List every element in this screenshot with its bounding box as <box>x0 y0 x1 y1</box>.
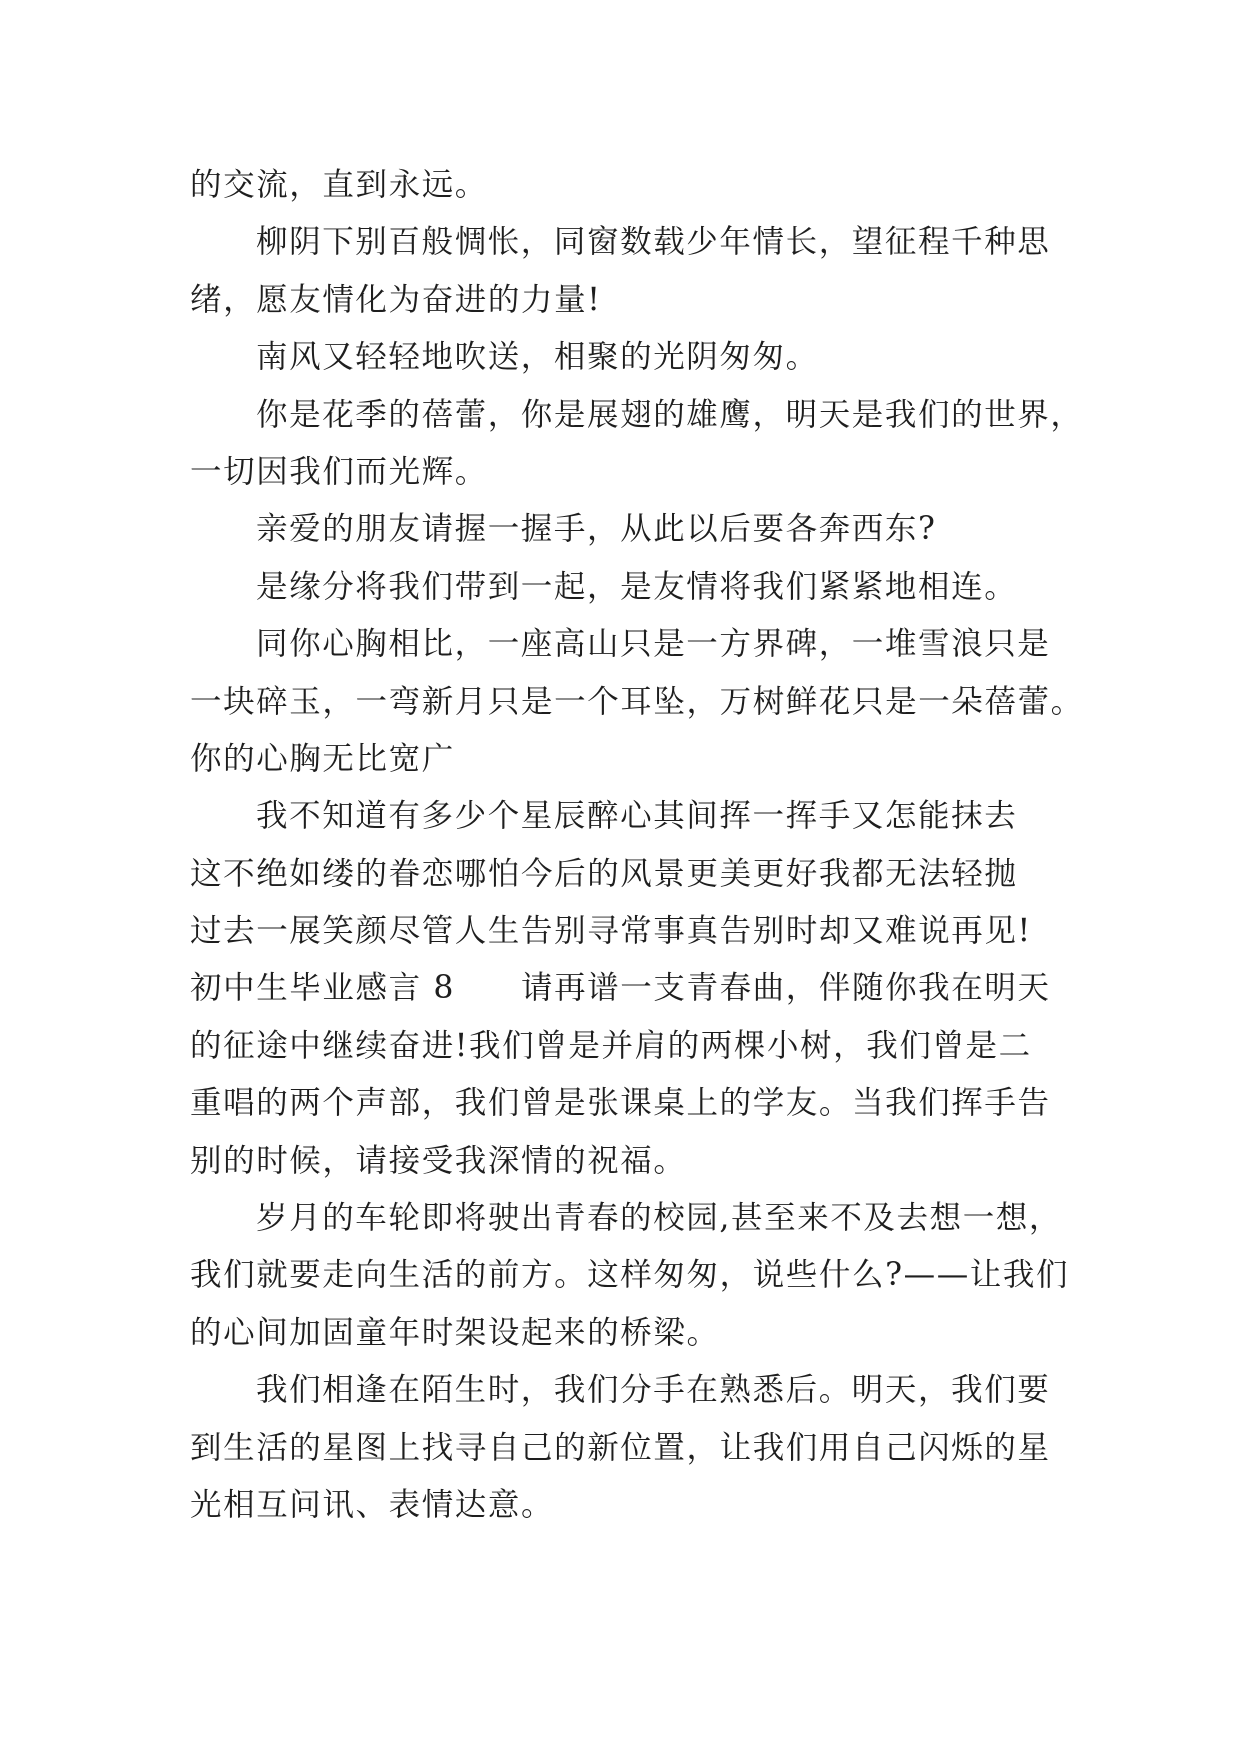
text-line: 的心间加固童年时架设起来的桥梁。 <box>190 1314 720 1351</box>
text-line: 重唱的两个声部，我们曾是张课桌上的学友。当我们挥手告 <box>190 1085 1051 1122</box>
paragraph-first-line: 亲爱的朋友请握一握手，从此以后要各奔西东? <box>256 511 937 548</box>
text-line: 这不绝如缕的眷恋哪怕今后的风景更美更好我都无法轻抛 <box>190 855 1018 892</box>
document-body <box>190 157 1084 1534</box>
paragraph-first-line: 我不知道有多少个星辰醉心其间挥一挥手又怎能抹去 <box>256 798 1018 835</box>
section-title: 初中生毕业感言 8 <box>190 970 455 1007</box>
text-line: 我们就要走向生活的前方。这样匆匆，说些什么?——让我们 <box>190 1257 1070 1294</box>
paragraph-first-line: 南风又轻轻地吹送，相聚的光阴匆匆。 <box>256 339 819 376</box>
paragraph-first-line: 我们相逢在陌生时，我们分手在熟悉后。明天，我们要 <box>256 1372 1051 1409</box>
text-line: 你的心胸无比宽广 <box>190 740 455 777</box>
text-line: 光相互问讯、表情达意。 <box>190 1486 555 1523</box>
text-line: 的交流，直到永远。 <box>190 167 488 203</box>
paragraph-first-line: 柳阴下别百般惆怅，同窗数载少年情长，望征程千种思 <box>256 224 1051 261</box>
text-line: 的征途中继续奋进!我们曾是并肩的两棵小树，我们曾是二 <box>190 1027 1032 1064</box>
text-line: 过去一展笑颜尽管人生告别寻常事真告别时却又难说再见! <box>190 913 1032 950</box>
text-line: 一块碎玉，一弯新月只是一个耳坠，万树鲜花只是一朵蓓蕾。 <box>190 683 1084 720</box>
text-line: 一切因我们而光辉。 <box>190 453 488 490</box>
text-line: 别的时候，请接受我深情的祝福。 <box>190 1142 687 1179</box>
paragraph-first-line: 是缘分将我们带到一起，是友情将我们紧紧地相连。 <box>256 568 1018 605</box>
text-line: 绪，愿友情化为奋进的力量! <box>190 281 602 318</box>
text-line: 到生活的星图上找寻自己的新位置，让我们用自己闪烁的星 <box>190 1429 1051 1466</box>
paragraph-first-line: 岁月的车轮即将驶出青春的校园,甚至来不及去想一想， <box>256 1200 1063 1237</box>
paragraph-first-line: 同你心胸相比，一座高山只是一方界碑，一堆雪浪只是 <box>256 626 1051 663</box>
section-heading-line <box>190 960 1050 1017</box>
section-heading-rest: 请再谱一支青春曲，伴随你我在明天 <box>520 970 1051 1007</box>
paragraph-first-line: 你是花季的蓓蕾，你是展翅的雄鹰，明天是我们的世界， <box>256 396 1084 433</box>
